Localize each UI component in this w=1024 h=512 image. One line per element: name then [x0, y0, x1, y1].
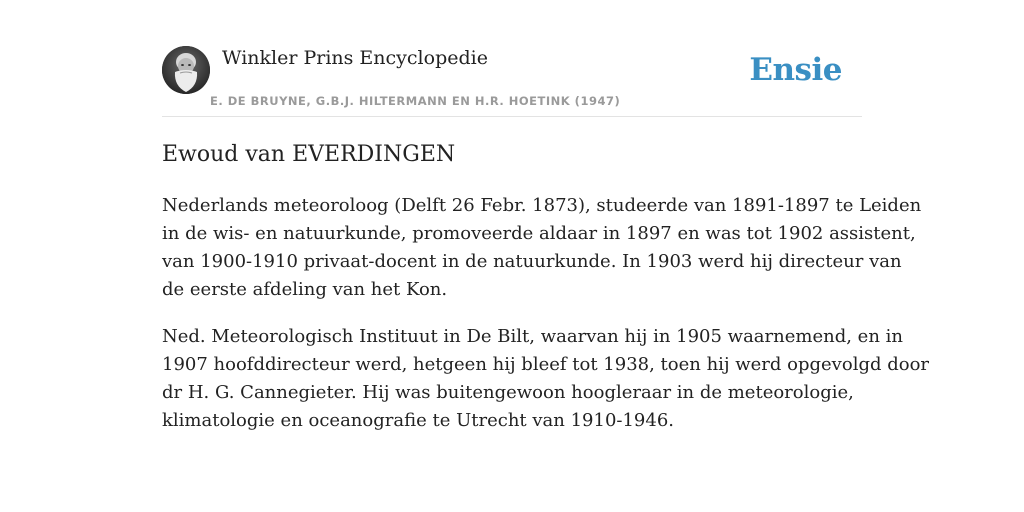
article-paragraph: [162, 192, 922, 304]
paragraph-line: de eerste afdeling van het Kon.: [162, 279, 448, 300]
paragraph-line: klimatologie en oceanografie te Utrecht van 1910-1946.: [162, 410, 675, 431]
article-paragraph: [162, 323, 930, 435]
paragraph-line: Nederlands meteoroloog (Delft 26 Febr. 1873), studeerde van 1891-1897 te Leiden: [162, 195, 922, 216]
bearded-man-portrait-icon: [162, 46, 210, 94]
paragraph-line: van 1900-1910 privaat-docent in de natuurkunde. In 1903 werd hij directeur van: [162, 251, 902, 272]
publication-authors: E. DE BRUYNE, G.B.J. HILTERMANN EN H.R. HOETINK (1947): [210, 94, 621, 108]
article-body: [162, 192, 930, 454]
paragraph-line: 1907 hoofddirecteur werd, hetgeen hij bleef tot 1938, toen hij werd opgevolgd door: [162, 354, 930, 375]
paragraph-line: Ned. Meteorologisch Instituut in De Bilt, waarvan hij in 1905 waarnemend, en in: [162, 326, 903, 347]
publication-title[interactable]: Winkler Prins Encyclopedie: [222, 47, 488, 69]
author-avatar: [162, 46, 210, 94]
header: [162, 46, 862, 117]
ensie-logo[interactable]: Ensie: [749, 52, 842, 88]
paragraph-line: in de wis- en natuurkunde, promoveerde aldaar in 1897 en was tot 1902 assistent,: [162, 223, 916, 244]
article-title: Ewoud van EVERDINGEN: [162, 142, 456, 167]
paragraph-line: dr H. G. Cannegieter. Hij was buitengewoon hoogleraar in de meteorologie,: [162, 382, 854, 403]
